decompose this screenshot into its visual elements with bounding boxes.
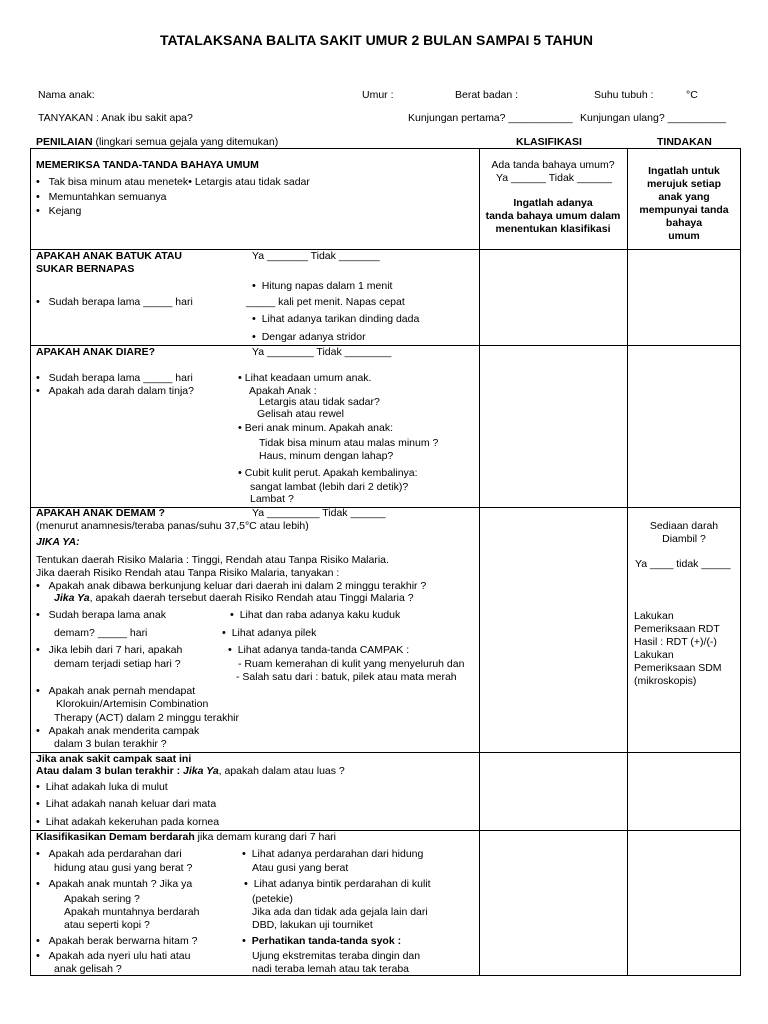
bullet: • <box>230 609 234 621</box>
bullet: • <box>36 935 40 947</box>
tindakan-text: Hasil : RDT (+)/(-) <box>634 636 717 648</box>
list-item: • Lihat dan raba adanya kaku kuduk <box>230 609 401 621</box>
list-item: • Hitung napas dalam 1 menit <box>252 280 393 292</box>
list-item: • Sudah berapa lama _____ hari <box>36 296 193 308</box>
tanyakan-label: TANYAKAN : Anak ibu sakit apa? <box>38 112 193 124</box>
campak-heading: Jika anak sakit campak saat ini <box>36 753 192 765</box>
list-item: demam? _____ hari <box>54 627 148 639</box>
suhu-unit: °C <box>686 89 698 101</box>
list-item: • Kejang <box>36 205 82 217</box>
list-item: sangat lambat (lebih dari 2 detik)? <box>250 481 409 493</box>
suhu-tubuh-label: Suhu tubuh : <box>594 89 654 101</box>
list-item: Jika Ya, apakah daerah tersebut daerah Risiko Rendah atau Tinggi Malaria ? <box>54 592 414 604</box>
list-item: • Beri anak minum. Apakah anak: <box>238 422 394 434</box>
batuk-ya-tidak: Ya _______ Tidak _______ <box>252 250 380 262</box>
list-item: • Tak bisa minum atau menetek• Letargis atau tidak sadar <box>36 176 310 188</box>
tindakan-text: bahaya <box>665 217 703 229</box>
list-item: (petekie) <box>252 893 293 905</box>
tindakan-text: merujuk setiap <box>646 178 722 190</box>
nama-anak-label: Nama anak: <box>38 89 95 101</box>
tindakan-text: anak yang <box>658 191 710 203</box>
penilaian-instruction: (lingkari semua gejala yang ditemukan) <box>92 136 279 148</box>
list-item: Ujung ekstremitas teraba dingin dan <box>252 950 421 962</box>
batuk-heading-2: SUKAR BERNAPAS <box>36 263 135 275</box>
list-item: • Apakah berak berwarna hitam ? <box>36 935 198 947</box>
bullet: • <box>36 816 40 828</box>
bullet: • <box>36 798 40 810</box>
list-item: Letargis atau tidak sadar? <box>259 396 380 408</box>
klasifikasi-text: Ada tanda bahaya umum? <box>491 159 615 171</box>
penilaian-header <box>36 136 278 149</box>
list-item: Apakah sering ? <box>64 893 140 905</box>
tindakan-text: Diambil ? <box>662 533 706 545</box>
batuk-heading: APAKAH ANAK BATUK ATAU <box>36 250 183 262</box>
list-item: • Lihat adakah nanah keluar dari mata <box>36 798 217 810</box>
bullet: • <box>36 176 40 188</box>
list-item: atau seperti kopi ? <box>64 919 150 931</box>
bullet: • <box>188 176 192 188</box>
tindakan-text: Ya ____ tidak _____ <box>635 558 731 570</box>
list-item: • Sudah berapa lama anak <box>36 609 166 621</box>
bullet: • <box>238 372 242 384</box>
list-item: Lambat ? <box>250 493 294 505</box>
list-item: - Salah satu dari : batuk, pilek atau mata merah <box>236 671 457 683</box>
list-item: • Perhatikan tanda-tanda syok : <box>242 935 402 947</box>
kunjungan-pertama-label: Kunjungan pertama? ___________ <box>408 112 573 124</box>
list-item: • Apakah anak dibawa berkunjung keluar dari daerah ini dalam 2 minggu terakhir ? <box>36 580 427 592</box>
list-item: • Lihat adanya tarikan dinding dada <box>252 313 420 325</box>
list-item: nadi teraba lemah atau tak teraba <box>252 963 410 975</box>
malaria-instruction-2: Jika daerah Risiko Rendah atau Tanpa Risiko Malaria, tanyakan : <box>36 567 340 579</box>
klasifikasi-text: menentukan klasifikasi <box>495 223 611 235</box>
list-item: demam terjadi setiap hari ? <box>54 658 181 670</box>
demam-note: (menurut anamnesis/teraba panas/suhu 37,5°C atau lebih) <box>36 520 309 532</box>
list-item: Therapy (ACT) dalam 2 minggu terakhir <box>54 712 239 724</box>
list-item: • Lihat adakah kekeruhan pada kornea <box>36 816 220 828</box>
table-left-border <box>30 148 31 976</box>
list-item: Tidak bisa minum atau malas minum ? <box>259 437 439 449</box>
umur-label: Umur : <box>362 89 394 101</box>
tindakan-text: Lakukan <box>634 649 674 661</box>
list-item: _____ kali pet menit. Napas cepat <box>246 296 405 308</box>
tindakan-header: TINDAKAN <box>657 136 712 148</box>
kunjungan-ulang-label: Kunjungan ulang? __________ <box>580 112 726 124</box>
tindakan-text: umum <box>668 230 700 242</box>
bullet: • <box>36 372 40 384</box>
berat-badan-label: Berat badan : <box>455 89 519 101</box>
list-item: • Lihat adanya tanda-tanda CAMPAK : <box>228 644 410 656</box>
tindakan-text: Sediaan darah <box>649 520 719 532</box>
diare-ya-tidak: Ya ________ Tidak ________ <box>252 346 392 358</box>
penilaian-bold: PENILAIAN <box>36 136 93 148</box>
list-item: hidung atau gusi yang berat ? <box>54 862 193 874</box>
list-item: • Apakah anak muntah ? Jika ya <box>36 878 193 890</box>
list-item: Atau gusi yang berat <box>252 862 349 874</box>
list-item: Klorokuin/Artemisin Combination <box>56 698 209 710</box>
tindakan-text: Ingatlah untuk <box>648 165 720 177</box>
list-item: • Jika lebih dari 7 hari, apakah <box>36 644 183 656</box>
demam-ya-tidak: Ya _________ Tidak ______ <box>252 507 386 519</box>
table-top-border <box>30 148 741 149</box>
bullet: • <box>244 878 248 890</box>
tindakan-text: mempunyai tanda <box>639 204 729 216</box>
page-title: TATALAKSANA BALITA SAKIT UMUR 2 BULAN SAMPAI 5 TAHUN <box>160 32 593 48</box>
list-item: Apakah Anak : <box>249 385 317 397</box>
list-item: Apakah muntahnya berdarah <box>64 906 200 918</box>
tindakan-column-divider <box>627 148 628 976</box>
list-item: • Lihat adanya perdarahan dari hidung <box>242 848 424 860</box>
list-item: • Apakah ada darah dalam tinja? <box>36 385 194 397</box>
list-item: - Ruam kemerahan di kulit yang menyeluruh dan <box>238 658 465 670</box>
bullet: • <box>36 609 40 621</box>
dbd-heading: Klasifikasikan Demam berdarah jika demam kurang dari 7 hari <box>36 831 336 843</box>
list-item: • Apakah ada perdarahan dari <box>36 848 182 860</box>
bullet: • <box>36 950 40 962</box>
bullet: • <box>36 781 40 793</box>
list-item: • Apakah anak menderita campak <box>36 725 200 737</box>
list-item: dalam 3 bulan terakhir ? <box>54 738 167 750</box>
list-item: • Lihat adanya bintik perdarahan di kulit <box>244 878 431 890</box>
list-item: • Memuntahkan semuanya <box>36 191 167 203</box>
list-item: • Lihat adakah luka di mulut <box>36 781 168 793</box>
list-item: • Lihat adanya pilek <box>222 627 317 639</box>
campak-heading-2: Atau dalam 3 bulan terakhir : Jika Ya, apakah dalam atau luas ? <box>36 765 345 777</box>
bullet: • <box>238 467 242 479</box>
bullet: • <box>252 331 256 343</box>
list-item: Gelisah atau rewel <box>257 408 344 420</box>
list-item: Jika ada dan tidak ada gejala lain dari <box>252 906 428 918</box>
list-item: Haus, minum dengan lahap? <box>259 450 394 462</box>
klasifikasi-text: tanda bahaya umum dalam <box>485 210 621 222</box>
bullet: • <box>36 205 40 217</box>
diare-heading: APAKAH ANAK DIARE? <box>36 346 155 358</box>
bullet: • <box>36 878 40 890</box>
bullet: • <box>36 580 40 592</box>
bullet: • <box>222 627 226 639</box>
tindakan-text: Pemeriksaan SDM <box>634 662 722 674</box>
list-item: anak gelisah ? <box>54 963 122 975</box>
list-item: • Sudah berapa lama _____ hari <box>36 372 193 384</box>
bullet: • <box>36 385 40 397</box>
bullet: • <box>228 644 232 656</box>
malaria-instruction: Tentukan daerah Risiko Malaria : Tinggi, Rendah atau Tanpa Risiko Malaria. <box>36 554 389 566</box>
tindakan-text: Pemeriksaan RDT <box>634 623 720 635</box>
list-item: DBD, lakukan uji tourniket <box>252 919 373 931</box>
list-item: • Cubit kulit perut. Apakah kembalinya: <box>238 467 418 479</box>
bullet: • <box>36 685 40 697</box>
list-item: • Lihat keadaan umum anak. <box>238 372 372 384</box>
bullet: • <box>242 935 246 947</box>
bullet: • <box>36 725 40 737</box>
bullet: • <box>238 422 242 434</box>
bahaya-umum-heading: MEMERIKSA TANDA-TANDA BAHAYA UMUM <box>36 159 259 171</box>
demam-heading: APAKAH ANAK DEMAM ? <box>36 507 165 519</box>
bullet: • <box>252 280 256 292</box>
bullet: • <box>36 191 40 203</box>
bullet: • <box>252 313 256 325</box>
tindakan-text: (mikroskopis) <box>634 675 697 687</box>
bullet: • <box>36 848 40 860</box>
klasifikasi-text: Ingatlah adanya <box>513 197 593 209</box>
tindakan-text: Lakukan <box>634 610 674 622</box>
klasifikasi-text: Ya ______ Tidak ______ <box>496 172 612 184</box>
jika-ya-label: JIKA YA: <box>36 536 80 548</box>
bullet: • <box>242 848 246 860</box>
bullet: • <box>36 296 40 308</box>
klasifikasi-header: KLASIFIKASI <box>516 136 582 148</box>
bullet: • <box>36 644 40 656</box>
list-item: • Apakah ada nyeri ulu hati atau <box>36 950 191 962</box>
table-right-border <box>740 148 741 976</box>
list-item: • Dengar adanya stridor <box>252 331 366 343</box>
list-item: • Apakah anak pernah mendapat <box>36 685 196 697</box>
klasifikasi-column-divider <box>479 148 480 976</box>
